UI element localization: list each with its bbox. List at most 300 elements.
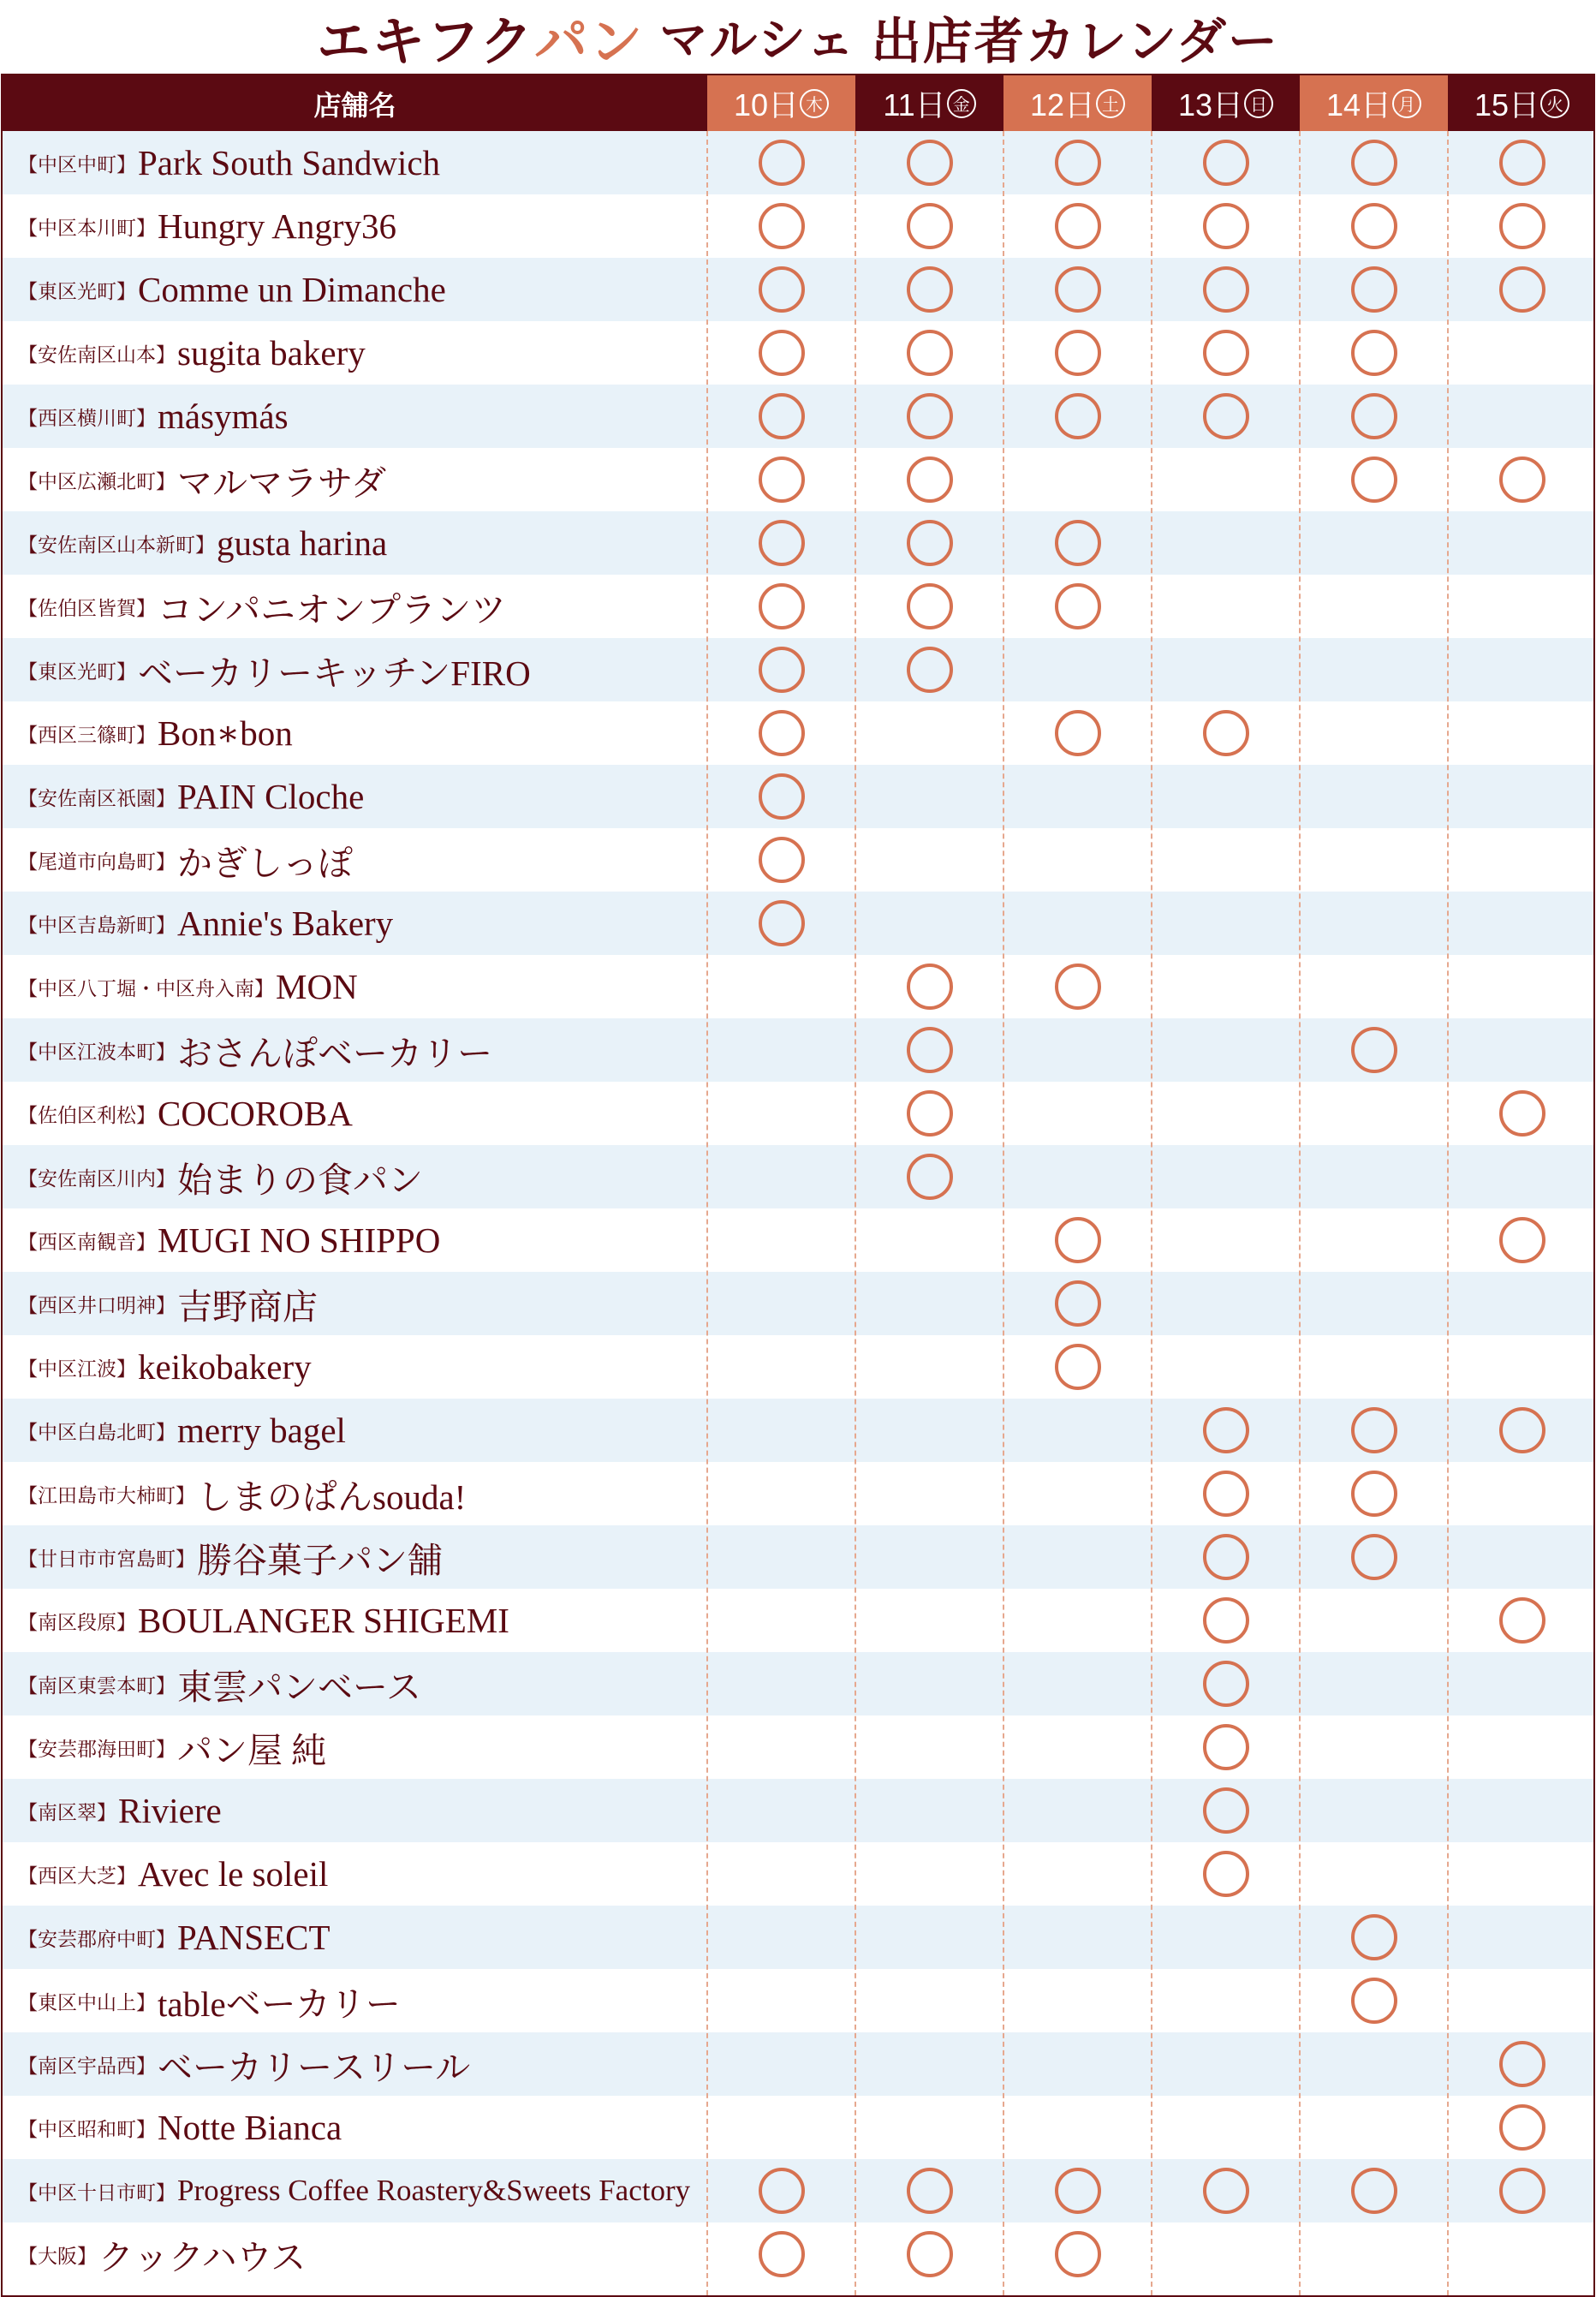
day-cell bbox=[855, 638, 1003, 701]
day-cell bbox=[855, 765, 1003, 828]
shop-location: 【南区翠】 bbox=[18, 1801, 116, 1823]
table-row bbox=[3, 1272, 1593, 1335]
table-row bbox=[3, 701, 1593, 765]
day-cell bbox=[855, 1969, 1003, 2032]
day-cell bbox=[1300, 1652, 1448, 1715]
day-cell bbox=[1300, 448, 1448, 511]
day-cell bbox=[1448, 258, 1596, 321]
day-cell bbox=[707, 1715, 855, 1779]
page-title bbox=[0, 0, 1596, 74]
shop-cell bbox=[18, 1779, 222, 1842]
day-cell bbox=[1448, 1969, 1596, 2032]
day-cell bbox=[1448, 2032, 1596, 2096]
shop-cell bbox=[18, 1145, 423, 1208]
attendance-circle-icon bbox=[1055, 140, 1101, 186]
attendance-circle-icon bbox=[1203, 1534, 1249, 1580]
day-cell bbox=[707, 701, 855, 765]
day-cell bbox=[1003, 575, 1152, 638]
day-cell bbox=[1300, 1462, 1448, 1525]
attendance-circle-icon bbox=[1203, 1661, 1249, 1707]
day-cell bbox=[1003, 955, 1152, 1018]
day-cell bbox=[855, 1779, 1003, 1842]
attendance-circle-icon bbox=[1499, 140, 1545, 186]
shop-name: PANSECT bbox=[177, 1918, 331, 1957]
shop-location: 【東区光町】 bbox=[18, 660, 136, 683]
shop-name: Bon∗bon bbox=[158, 713, 293, 753]
shop-name: tableベーカリー bbox=[158, 1984, 401, 2024]
day-cell bbox=[1448, 1145, 1596, 1208]
day-cell bbox=[1152, 131, 1300, 194]
day-cell bbox=[1448, 1082, 1596, 1145]
day-cell bbox=[1003, 2159, 1152, 2222]
day-cell bbox=[855, 2096, 1003, 2159]
day-header-6 bbox=[1448, 75, 1596, 131]
shop-location: 【西区井口明神】 bbox=[18, 1294, 176, 1316]
shop-name: BOULANGER SHIGEMI bbox=[138, 1601, 509, 1640]
attendance-circle-icon bbox=[1499, 266, 1545, 313]
shop-location: 【安芸郡海田町】 bbox=[18, 1738, 176, 1760]
shop-location: 【中区江波】 bbox=[18, 1357, 136, 1380]
day-cell bbox=[1448, 385, 1596, 448]
shop-cell bbox=[18, 1018, 492, 1082]
day-header-weekday: 土 bbox=[1096, 89, 1125, 118]
day-cell bbox=[1300, 321, 1448, 385]
day-cell bbox=[707, 1906, 855, 1969]
day-cell bbox=[707, 638, 855, 701]
shop-cell bbox=[18, 2159, 690, 2222]
day-cell bbox=[855, 1652, 1003, 1715]
attendance-circle-icon bbox=[1203, 1471, 1249, 1517]
day-cell bbox=[1448, 1462, 1596, 1525]
day-cell bbox=[1448, 1399, 1596, 1462]
table-row bbox=[3, 828, 1593, 892]
day-cell bbox=[1003, 131, 1152, 194]
day-cell bbox=[855, 2159, 1003, 2222]
day-cell bbox=[855, 1462, 1003, 1525]
day-header-date: 12日 bbox=[1029, 87, 1096, 122]
day-cell bbox=[707, 1272, 855, 1335]
day-cell bbox=[855, 131, 1003, 194]
table-row bbox=[3, 448, 1593, 511]
shop-cell bbox=[18, 701, 293, 765]
table-row bbox=[3, 321, 1593, 385]
shop-cell bbox=[18, 1969, 401, 2032]
shop-cell bbox=[18, 2096, 342, 2159]
day-cell bbox=[855, 828, 1003, 892]
shop-location: 【佐伯区皆賀】 bbox=[18, 597, 156, 619]
shop-location: 【安佐南区山本新町】 bbox=[18, 534, 215, 556]
day-cell bbox=[1300, 258, 1448, 321]
attendance-circle-icon bbox=[907, 1154, 953, 1200]
day-cell bbox=[707, 1208, 855, 1272]
day-cell bbox=[1300, 638, 1448, 701]
day-header-weekday: 月 bbox=[1392, 89, 1421, 118]
day-cell bbox=[855, 1525, 1003, 1589]
day-cell bbox=[1448, 511, 1596, 575]
table-row bbox=[3, 2096, 1593, 2159]
shop-cell bbox=[18, 638, 531, 701]
day-cell bbox=[1300, 511, 1448, 575]
day-cell bbox=[1300, 1082, 1448, 1145]
shop-location: 【安佐南区山本】 bbox=[18, 343, 176, 366]
attendance-circle-icon bbox=[907, 266, 953, 313]
day-cell bbox=[1300, 1906, 1448, 1969]
shop-cell bbox=[18, 131, 440, 194]
day-cell bbox=[1003, 701, 1152, 765]
day-cell bbox=[1003, 1715, 1152, 1779]
day-cell bbox=[1300, 1018, 1448, 1082]
shop-cell bbox=[18, 955, 358, 1018]
day-cell bbox=[1003, 511, 1152, 575]
attendance-circle-icon bbox=[759, 583, 805, 629]
column-divider bbox=[706, 131, 708, 2295]
day-cell bbox=[855, 575, 1003, 638]
day-cell bbox=[1448, 1525, 1596, 1589]
shop-name: COCOROBA bbox=[158, 1094, 353, 1133]
day-cell bbox=[1300, 575, 1448, 638]
shop-location: 【中区中町】 bbox=[18, 153, 136, 176]
attendance-circle-icon bbox=[759, 330, 805, 376]
attendance-circle-icon bbox=[1499, 1090, 1545, 1137]
day-header-date: 15日 bbox=[1474, 87, 1540, 122]
shop-name: PAIN Cloche bbox=[177, 777, 365, 816]
day-header-date: 11日 bbox=[883, 87, 946, 122]
attendance-circle-icon bbox=[1203, 1851, 1249, 1897]
day-cell bbox=[1300, 1399, 1448, 1462]
attendance-circle-icon bbox=[1499, 1407, 1545, 1453]
day-cell bbox=[1448, 1715, 1596, 1779]
attendance-circle-icon bbox=[1203, 710, 1249, 756]
day-header-5 bbox=[1300, 75, 1448, 131]
shop-cell bbox=[18, 511, 387, 575]
day-cell bbox=[1448, 1906, 1596, 1969]
table-header bbox=[3, 75, 1593, 131]
attendance-circle-icon bbox=[1351, 1978, 1397, 2024]
day-cell bbox=[1152, 1018, 1300, 1082]
attendance-circle-icon bbox=[1499, 1217, 1545, 1263]
day-cell bbox=[1152, 1272, 1300, 1335]
day-cell bbox=[707, 258, 855, 321]
day-cell bbox=[707, 2096, 855, 2159]
day-cell bbox=[1300, 1145, 1448, 1208]
shop-location: 【東区中山上】 bbox=[18, 1991, 156, 2014]
attendance-circle-icon bbox=[1055, 1280, 1101, 1327]
day-cell bbox=[1300, 701, 1448, 765]
day-cell bbox=[1448, 1842, 1596, 1906]
shop-cell bbox=[18, 1589, 509, 1652]
shop-cell bbox=[18, 1525, 443, 1589]
attendance-circle-icon bbox=[1203, 203, 1249, 249]
day-cell bbox=[855, 1335, 1003, 1399]
table-row bbox=[3, 1842, 1593, 1906]
shop-name: Hungry Angry36 bbox=[158, 206, 397, 246]
day-cell bbox=[1003, 765, 1152, 828]
day-header-2 bbox=[855, 75, 1003, 131]
table-row bbox=[3, 258, 1593, 321]
attendance-circle-icon bbox=[759, 2231, 805, 2277]
day-cell bbox=[707, 1842, 855, 1906]
day-cell bbox=[1152, 1208, 1300, 1272]
attendance-circle-icon bbox=[907, 203, 953, 249]
day-cell bbox=[707, 1145, 855, 1208]
day-cell bbox=[855, 511, 1003, 575]
day-cell bbox=[1152, 1082, 1300, 1145]
day-cell bbox=[1300, 1335, 1448, 1399]
table-row bbox=[3, 1969, 1593, 2032]
shop-name: 吉野商店 bbox=[177, 1286, 318, 1327]
day-cell bbox=[707, 892, 855, 955]
day-cell bbox=[1152, 1589, 1300, 1652]
attendance-circle-icon bbox=[759, 900, 805, 946]
attendance-circle-icon bbox=[759, 710, 805, 756]
column-divider bbox=[1151, 131, 1152, 2295]
day-cell bbox=[1300, 1715, 1448, 1779]
day-cell bbox=[707, 1525, 855, 1589]
table-row bbox=[3, 1462, 1593, 1525]
shop-name: 始まりの食パン bbox=[177, 1160, 423, 1200]
day-cell bbox=[707, 1462, 855, 1525]
day-cell bbox=[707, 2222, 855, 2286]
day-cell bbox=[1448, 1589, 1596, 1652]
table-row bbox=[3, 638, 1593, 701]
day-cell bbox=[707, 1652, 855, 1715]
day-cell bbox=[1448, 1652, 1596, 1715]
attendance-circle-icon bbox=[1203, 1724, 1249, 1770]
shop-location: 【尾道市向島町】 bbox=[18, 850, 176, 873]
shop-name: しまのぱんsouda! bbox=[197, 1477, 467, 1517]
day-cell bbox=[1003, 1525, 1152, 1589]
day-cell bbox=[1152, 2159, 1300, 2222]
shop-location: 【南区東雲本町】 bbox=[18, 1674, 176, 1697]
shop-name: マルマラサダ bbox=[177, 462, 386, 503]
day-cell bbox=[707, 385, 855, 448]
attendance-circle-icon bbox=[907, 330, 953, 376]
attendance-circle-icon bbox=[1055, 710, 1101, 756]
attendance-circle-icon bbox=[759, 2168, 805, 2214]
day-cell bbox=[855, 1589, 1003, 1652]
attendance-circle-icon bbox=[1351, 1027, 1397, 1073]
day-cell bbox=[1152, 575, 1300, 638]
shop-cell bbox=[18, 1399, 346, 1462]
shop-name: Avec le soleil bbox=[138, 1854, 329, 1894]
day-cell bbox=[1003, 892, 1152, 955]
day-cell bbox=[1152, 1906, 1300, 1969]
shop-cell bbox=[18, 828, 353, 892]
day-cell bbox=[1152, 1842, 1300, 1906]
shop-name: Progress Coffee Roastery&Sweets Factory bbox=[177, 2174, 691, 2207]
attendance-circle-icon bbox=[1203, 1407, 1249, 1453]
day-cell bbox=[855, 1272, 1003, 1335]
day-cell bbox=[1152, 1462, 1300, 1525]
shop-cell bbox=[18, 1652, 421, 1715]
shop-location: 【東区光町】 bbox=[18, 280, 136, 302]
attendance-circle-icon bbox=[1055, 964, 1101, 1010]
title-part-marche: マルシェ bbox=[659, 13, 856, 69]
shop-location: 【佐伯区利松】 bbox=[18, 1104, 156, 1126]
attendance-circle-icon bbox=[907, 520, 953, 566]
day-cell bbox=[1003, 385, 1152, 448]
day-cell bbox=[855, 1082, 1003, 1145]
attendance-circle-icon bbox=[1055, 2168, 1101, 2214]
attendance-circle-icon bbox=[759, 520, 805, 566]
day-cell bbox=[855, 1399, 1003, 1462]
table-row bbox=[3, 511, 1593, 575]
attendance-circle-icon bbox=[1499, 456, 1545, 503]
day-cell bbox=[1003, 2096, 1152, 2159]
shop-location: 【中区広瀬北町】 bbox=[18, 470, 176, 492]
table-row bbox=[3, 131, 1593, 194]
day-cell bbox=[707, 1779, 855, 1842]
shop-cell bbox=[18, 448, 386, 511]
day-header-weekday: 金 bbox=[947, 89, 976, 118]
attendance-circle-icon bbox=[1499, 2168, 1545, 2214]
day-cell bbox=[707, 511, 855, 575]
day-cell bbox=[1003, 2032, 1152, 2096]
shop-name: Park South Sandwich bbox=[138, 143, 441, 182]
attendance-circle-icon bbox=[907, 140, 953, 186]
day-cell bbox=[707, 2159, 855, 2222]
attendance-circle-icon bbox=[1351, 1471, 1397, 1517]
title-part-ekifuku: エキフク bbox=[317, 9, 535, 73]
table-row bbox=[3, 194, 1593, 258]
day-cell bbox=[707, 955, 855, 1018]
day-cell bbox=[1448, 701, 1596, 765]
shop-location: 【中区本川町】 bbox=[18, 217, 156, 239]
shop-name: パン屋 純 bbox=[177, 1730, 327, 1770]
table-row bbox=[3, 1779, 1593, 1842]
day-cell bbox=[1300, 1272, 1448, 1335]
day-cell bbox=[1003, 1906, 1152, 1969]
attendance-circle-icon bbox=[1499, 2041, 1545, 2087]
shop-cell bbox=[18, 1208, 440, 1272]
day-header-date: 14日 bbox=[1325, 87, 1392, 122]
day-cell bbox=[1448, 448, 1596, 511]
day-cell bbox=[1300, 1525, 1448, 1589]
shop-location: 【中区昭和町】 bbox=[18, 2118, 156, 2140]
shop-name: Comme un Dimanche bbox=[138, 270, 446, 309]
day-cell bbox=[1152, 1969, 1300, 2032]
attendance-circle-icon bbox=[1203, 1787, 1249, 1834]
attendance-circle-icon bbox=[1499, 2104, 1545, 2151]
attendance-circle-icon bbox=[1203, 2168, 1249, 2214]
day-cell bbox=[1003, 1399, 1152, 1462]
day-cell bbox=[1003, 1272, 1152, 1335]
day-cell bbox=[1448, 2222, 1596, 2286]
table-row bbox=[3, 1399, 1593, 1462]
day-cell bbox=[1448, 2159, 1596, 2222]
table-row bbox=[3, 575, 1593, 638]
day-cell bbox=[855, 1715, 1003, 1779]
day-cell bbox=[1003, 1335, 1152, 1399]
attendance-circle-icon bbox=[1499, 1597, 1545, 1644]
attendance-circle-icon bbox=[759, 203, 805, 249]
attendance-circle-icon bbox=[907, 2231, 953, 2277]
shop-cell bbox=[18, 1082, 353, 1145]
day-header-weekday: 日 bbox=[1244, 89, 1273, 118]
day-cell bbox=[1300, 2032, 1448, 2096]
shop-cell bbox=[18, 1715, 326, 1779]
shop-cell bbox=[18, 575, 506, 638]
day-cell bbox=[1152, 638, 1300, 701]
table-row bbox=[3, 1715, 1593, 1779]
day-cell bbox=[1300, 2159, 1448, 2222]
table-row bbox=[3, 765, 1593, 828]
shop-location: 【安芸郡府中町】 bbox=[18, 1928, 176, 1950]
day-cell bbox=[1300, 955, 1448, 1018]
day-cell bbox=[855, 448, 1003, 511]
day-cell bbox=[1152, 1145, 1300, 1208]
shop-cell bbox=[18, 2032, 470, 2096]
attendance-circle-icon bbox=[1055, 266, 1101, 313]
day-cell bbox=[707, 1018, 855, 1082]
shop-name: ベーカリーキッチンFIRO bbox=[138, 653, 531, 693]
day-cell bbox=[707, 2032, 855, 2096]
title-part-calendar: 出店者カレンダー bbox=[871, 12, 1279, 70]
shop-location: 【西区大芝】 bbox=[18, 1864, 136, 1887]
day-cell bbox=[855, 892, 1003, 955]
attendance-circle-icon bbox=[1351, 1407, 1397, 1453]
day-cell bbox=[855, 2032, 1003, 2096]
shop-location: 【中区十日市町】 bbox=[18, 2181, 176, 2204]
attendance-circle-icon bbox=[1055, 1217, 1101, 1263]
day-cell bbox=[855, 1018, 1003, 1082]
day-cell bbox=[707, 1335, 855, 1399]
shop-name-header: 店舗名 bbox=[313, 88, 396, 122]
attendance-circle-icon bbox=[907, 1027, 953, 1073]
day-cell bbox=[1448, 1779, 1596, 1842]
day-cell bbox=[855, 1145, 1003, 1208]
day-cell bbox=[855, 321, 1003, 385]
day-cell bbox=[1300, 131, 1448, 194]
shop-location: 【中区江波本町】 bbox=[18, 1041, 176, 1063]
shop-location: 【西区横川町】 bbox=[18, 407, 156, 429]
shop-cell bbox=[18, 194, 396, 258]
day-cell bbox=[1003, 1589, 1152, 1652]
attendance-circle-icon bbox=[759, 456, 805, 503]
day-cell bbox=[1003, 194, 1152, 258]
day-cell bbox=[1300, 2222, 1448, 2286]
shop-cell bbox=[18, 385, 289, 448]
table-row bbox=[3, 1906, 1593, 1969]
shop-cell bbox=[18, 2222, 306, 2286]
attendance-circle-icon bbox=[1203, 1597, 1249, 1644]
shop-cell bbox=[18, 258, 446, 321]
day-cell bbox=[1448, 828, 1596, 892]
shop-location: 【安佐南区祇園】 bbox=[18, 787, 176, 809]
shop-name: おさんぽベーカリー bbox=[177, 1033, 493, 1073]
shop-name: 東雲パンベース bbox=[177, 1667, 421, 1707]
day-cell bbox=[1003, 1208, 1152, 1272]
day-header-1 bbox=[707, 75, 855, 131]
day-cell bbox=[1003, 638, 1152, 701]
title-part-pan: パン bbox=[534, 9, 645, 73]
shop-cell bbox=[18, 1842, 328, 1906]
day-cell bbox=[1300, 385, 1448, 448]
shop-name: másymás bbox=[158, 397, 289, 436]
table-row bbox=[3, 1335, 1593, 1399]
day-cell bbox=[1448, 1272, 1596, 1335]
attendance-circle-icon bbox=[1351, 203, 1397, 249]
shop-location: 【南区宇品西】 bbox=[18, 2055, 156, 2077]
day-cell bbox=[855, 194, 1003, 258]
day-cell bbox=[1448, 1208, 1596, 1272]
day-header-date: 10日 bbox=[733, 87, 800, 122]
day-cell bbox=[1152, 385, 1300, 448]
day-cell bbox=[1003, 321, 1152, 385]
shop-cell bbox=[18, 892, 393, 955]
table-row bbox=[3, 1018, 1593, 1082]
shop-cell bbox=[18, 765, 364, 828]
